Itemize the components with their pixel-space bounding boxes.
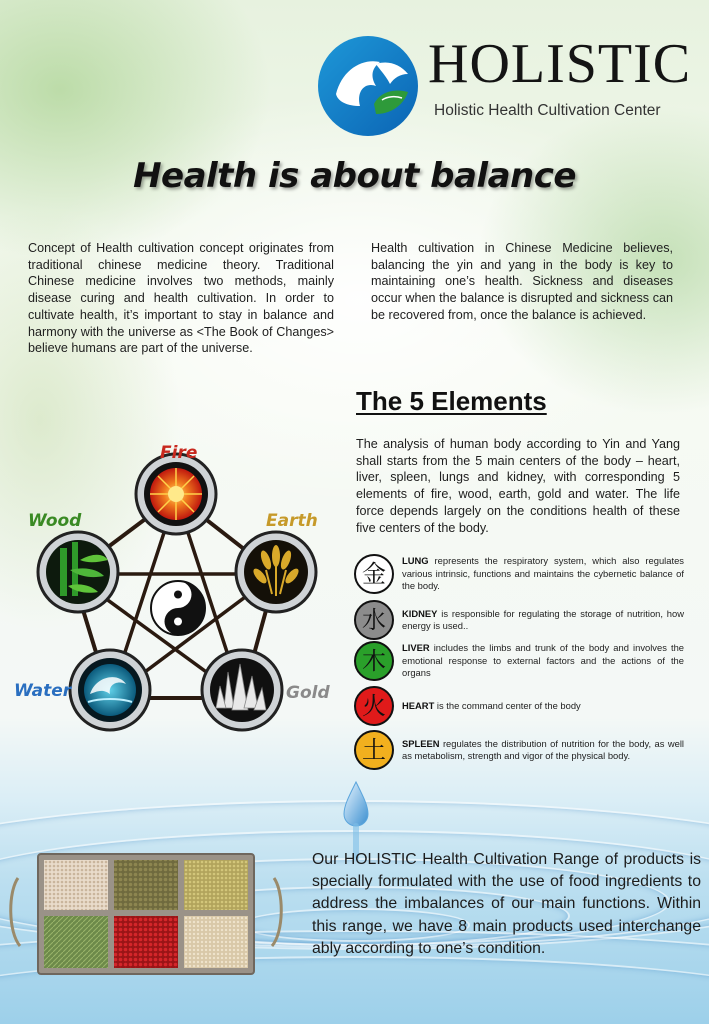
gold-element-icon (202, 650, 282, 730)
organ-name: HEART (402, 699, 435, 711)
five-elements-title: The 5 Elements (356, 386, 547, 416)
wood-element-icon (38, 532, 118, 612)
metal-glyph-icon: 金 (354, 554, 394, 594)
intro-left-paragraph: Concept of Health cultivation concept originates from traditional chinese medicine theory. Traditional Chinese medicine involves two methods, mainly disease curing and health cultivation. In order to cultivate health, it’s important to stay in balance and harmony with the universe as <The Book of Changes> believe humans are part of the universe. (28, 241, 334, 356)
water-element-icon (70, 650, 150, 730)
organ-name: LIVER (402, 642, 430, 654)
brand-title: HOLISTIC (428, 33, 692, 95)
organ-description: represents the respiratory system, which also regulates various intrinsic, functions and maintains the cybernetic balance of the body. (402, 555, 684, 592)
intro-right-paragraph: Health cultivation in Chinese Medicine believes, balancing the yin and yang in the body is key to maintaining one’s health. Sickness and diseases occur when the balance is disrupted and sickness can be recovered from, once the balance is achieved. (371, 241, 673, 322)
organ-description: includes the limbs and trunk of the body and involves the emotional response to external factors and the actions of the organs (402, 642, 685, 679)
wood-label: Wood (28, 511, 82, 531)
organ-name: KIDNEY (402, 607, 438, 619)
organ-description: is responsible for regulating the storage of nutrition, how energy is used.. (402, 607, 685, 631)
five-elements-wheel (10, 436, 350, 736)
fire-glyph-icon: 火 (354, 686, 394, 726)
organ-description: is the command center of the body (436, 699, 581, 711)
earth-glyph-icon: 土 (354, 730, 394, 770)
wood-glyph-icon: 木 (354, 641, 394, 681)
water-glyph-icon: 水 (354, 600, 394, 640)
brand-subtitle: Holistic Health Cultivation Center (434, 102, 661, 119)
product-range-paragraph: Our HOLISTIC Health Cultivation Range of products is specially formulated with the use of food ingredients to address the imbalances of our main functions. Within this range, we have 8 main products used interchange ably according to one’s condition. (312, 851, 701, 957)
page-headline: Health is about balance (133, 156, 576, 196)
earth-label: Earth (266, 511, 318, 531)
organ-item-lung (354, 554, 684, 594)
organ-item-heart (354, 686, 684, 726)
organ-item-liver (354, 641, 684, 681)
fire-element-icon (136, 454, 216, 534)
organ-name: LUNG (402, 555, 429, 567)
fire-label: Fire (160, 443, 198, 463)
organ-item-spleen (354, 730, 684, 770)
organ-item-kidney (354, 600, 684, 640)
earth-element-icon (236, 532, 316, 612)
gold-label: Gold (286, 683, 330, 703)
ingredient-tray-image (8, 852, 284, 976)
yin-yang-icon (151, 581, 205, 635)
five-elements-description: The analysis of human body according to Yin and Yang shall starts from the 5 main centers of the body – heart, liver, spleen, lungs and kidney, with corresponding 5 elements of fire, wood, earth, gold and water. The life force depends largely on the conditions health of these five centers of the body. (356, 437, 680, 535)
organ-name: SPLEEN (402, 737, 440, 749)
organ-description: regulates the distribution of nutrition for the body, as well as metabolism, strength and vigor of the physical body. (402, 737, 685, 761)
holistic-logo-icon (316, 34, 420, 138)
water-drop-icon (338, 780, 374, 860)
water-label: Water (14, 681, 72, 701)
